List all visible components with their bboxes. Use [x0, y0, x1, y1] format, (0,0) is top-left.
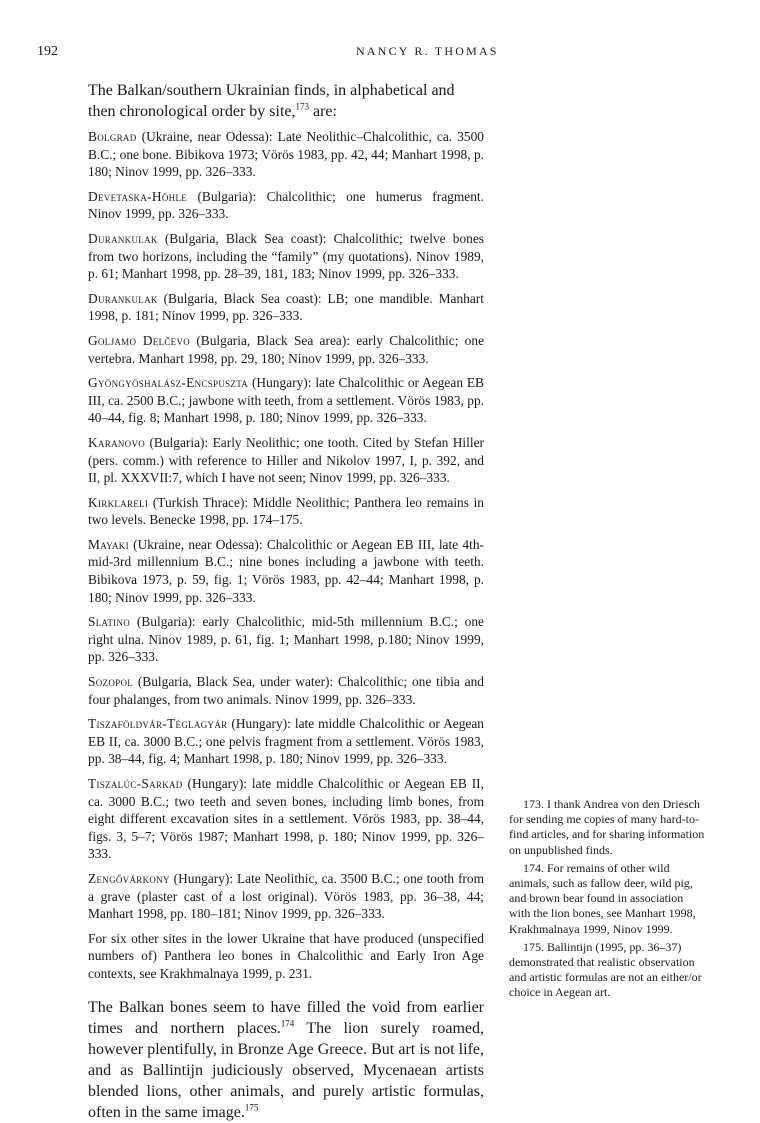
- site-description: (Bulgaria): Early Neolithic; one tooth. Cited by Stefan Hiller (pers. comm.) with reference to Hiller and Nikolov 1997, I, p. 392, and II, pl. XXXVII:7, which I have not seen; Ninov 1999, pp. 326–333.: [88, 434, 484, 486]
- site-entry: [88, 536, 484, 606]
- footnote-ref[interactable]: 173: [295, 101, 309, 112]
- site-name: Gyöngyöshalász-Encspuszta: [88, 375, 249, 391]
- intro-tail: are:: [309, 103, 337, 120]
- site-description: (Hungary): late middle Chalcolithic or Aegean EB II, ca. 3000 B.C.; one pelvis fragment from a settlement. Vörös 1983, pp. 38–44, fig. 4; Manhart 1998, p. 180; Ninov 1999, pp. 326–333.: [88, 716, 484, 767]
- site-description: (Hungary): late Chalcolithic or Aegean EB III, ca. 2500 B.C.; jawbone with teeth, from a settlement. Vörös 1983, pp. 40–44, fig. 8; Manhart 1998, p. 180; Ninov 1999, pp. 326–333.: [88, 375, 484, 426]
- site-entry: [88, 434, 484, 487]
- site-entry: [88, 188, 484, 223]
- site-name: Durankulak: [88, 230, 158, 246]
- site-entry: [88, 374, 484, 427]
- closing-paragraph: [88, 997, 484, 1123]
- footnote: 173. I thank Andrea von den Driesch for sending me copies of many hard-to-find articles, and for sharing information on unpublished finds.: [509, 797, 705, 857]
- site-entry: [88, 332, 484, 367]
- intro-text: The Balkan/southern Ukrainian finds, in alphabetical and then chronological order by site,: [88, 82, 455, 120]
- other-sites-paragraph: For six other sites in the lower Ukraine that have produced (unspecified numbers of) Panthera leo bones in Chalcolithic and Early Iron Age contexts, see Krakhmalnaya 1999, p. 231.: [88, 930, 484, 981]
- intro-paragraph: [88, 80, 484, 122]
- closing-text-2: The lion surely roamed, however plentifully, in Bronze Age Greece. But art is not life, and as Ballintijn judiciously observed, Mycenaean artists blended lions, other animals, and purely artistic formulas, often in the same image.: [88, 1019, 484, 1121]
- site-description: (Bulgaria, Black Sea, under water): Chalcolithic; one tibia and four phalanges, from two animals. Ninov 1999, pp. 326–333.: [88, 674, 484, 707]
- site-entry: [88, 494, 484, 529]
- site-description: (Ukraine, near Odessa): Late Neolithic–Chalcolithic, ca. 3500 B.C.; one bone. Bibikova 1973; Vörös 1983, pp. 42, 44; Manhart 1998, p. 180; Ninov 1999, pp. 326–333.: [88, 129, 484, 180]
- footnote: 174. For remains of other wild animals, such as fallow deer, wild pig, and brown bear found in association with the lion bones, see Manhart 1998, Krakhmalnaya 1999, Ninov 1999.: [509, 860, 696, 936]
- site-description: (Bulgaria, Black Sea coast): LB; one mandible. Manhart 1998, p. 181; Ninov 1999, pp. 326–333.: [88, 290, 484, 324]
- site-name: Kirklareli: [88, 494, 149, 510]
- site-entry: [88, 128, 484, 181]
- site-entry: [88, 870, 484, 923]
- footnote-ref[interactable]: 174: [280, 1018, 295, 1029]
- site-name: Mayaki: [88, 536, 129, 552]
- page-number: 192: [37, 44, 58, 59]
- site-name: Sozopol: [88, 674, 134, 690]
- site-entry: [88, 673, 484, 708]
- closing-text-1: The Balkan bones seem to have filled the void from earlier times and northern places.: [88, 998, 484, 1037]
- site-description: (Bulgaria, Black Sea coast): Chalcolithic; twelve bones from two horizons, including the “family” (my quotations). Ninov 1989, p. 61; Manhart 1998, pp. 28–39, 181, 183; Ninov 1999, pp. 326–333.: [88, 230, 484, 282]
- site-name: Zengővárkony: [88, 870, 170, 886]
- site-name: Durankulak: [88, 290, 158, 306]
- site-description: (Ukraine, near Odessa): Chalcolithic or Aegean EB III, late 4th-mid-3rd millennium B.C.; nine bones including a jawbone with teeth. Bibikova 1973, p. 59, fig. 1; Vörös 1983, pp. 42–44; Manhart 1998, p. 180; Ninov 1999, pp. 326–333.: [88, 536, 484, 605]
- site-entry: [88, 775, 484, 863]
- site-entry: [88, 715, 484, 768]
- site-name: Karanovo: [88, 434, 146, 450]
- site-entry: [88, 230, 484, 283]
- main-text: [88, 80, 484, 1123]
- site-description: (Bulgaria, Black Sea area): early Chalcolithic; one vertebra. Manhart 1998, pp. 29, 180; Ninov 1999, pp. 326–333.: [88, 332, 485, 366]
- site-description: (Hungary): Late Neolithic, ca. 3500 B.C.; one tooth from a grave (plaster cast of a lost original). Vörös 1983, pp. 36–38, 44; Manhart 1998, pp. 180–181; Ninov 1999, pp. 326–333.: [88, 870, 484, 922]
- site-name: Goljamo Delčevo: [88, 332, 191, 348]
- site-entry: [88, 613, 484, 666]
- site-description: (Bulgaria): Chalcolithic; one humerus fragment. Ninov 1999, pp. 326–333.: [88, 188, 484, 222]
- site-description: (Hungary): late middle Chalcolithic or Aegean EB II, ca. 3000 B.C.; two teeth and seven bones, including limb bones, from eight different excavation sites in a settlement. Vörös 1983, pp. 38–44, figs. 3, 5–7; Vörös 1987; Manhart 1998, p. 180; Ninov 1999, pp. 326–333.: [88, 776, 484, 862]
- site-name: Tiszaföldvár-Téglagyár: [88, 716, 228, 732]
- site-list: [88, 128, 484, 923]
- site-name: Slatino: [88, 614, 131, 630]
- site-entry: [88, 290, 484, 325]
- site-name: Tiszalúc-Sarkad: [88, 776, 183, 791]
- running-head: NANCY R. THOMAS: [356, 44, 499, 58]
- site-name: Devetaska-Höhle: [88, 188, 188, 204]
- footnotes: [509, 797, 705, 1004]
- footnote: 175. Ballintijn (1995, pp. 36–37) demonstrated that realistic observation and artistic formulas are not an either/or choice in Aegean art.: [509, 939, 702, 1000]
- site-description: (Turkish Thrace): Middle Neolithic; Panthera leo remains in two levels. Benecke 1998, pp. 174–175.: [88, 494, 484, 528]
- site-name: Bolgrad: [88, 129, 137, 144]
- site-description: (Bulgaria): early Chalcolithic, mid-5th millennium B.C.; one right ulna. Ninov 1989, p. 61, fig. 1; Manhart 1998, p.180; Ninov 1999, pp. 326–333.: [88, 614, 484, 665]
- footnote-ref[interactable]: 175: [244, 1102, 259, 1113]
